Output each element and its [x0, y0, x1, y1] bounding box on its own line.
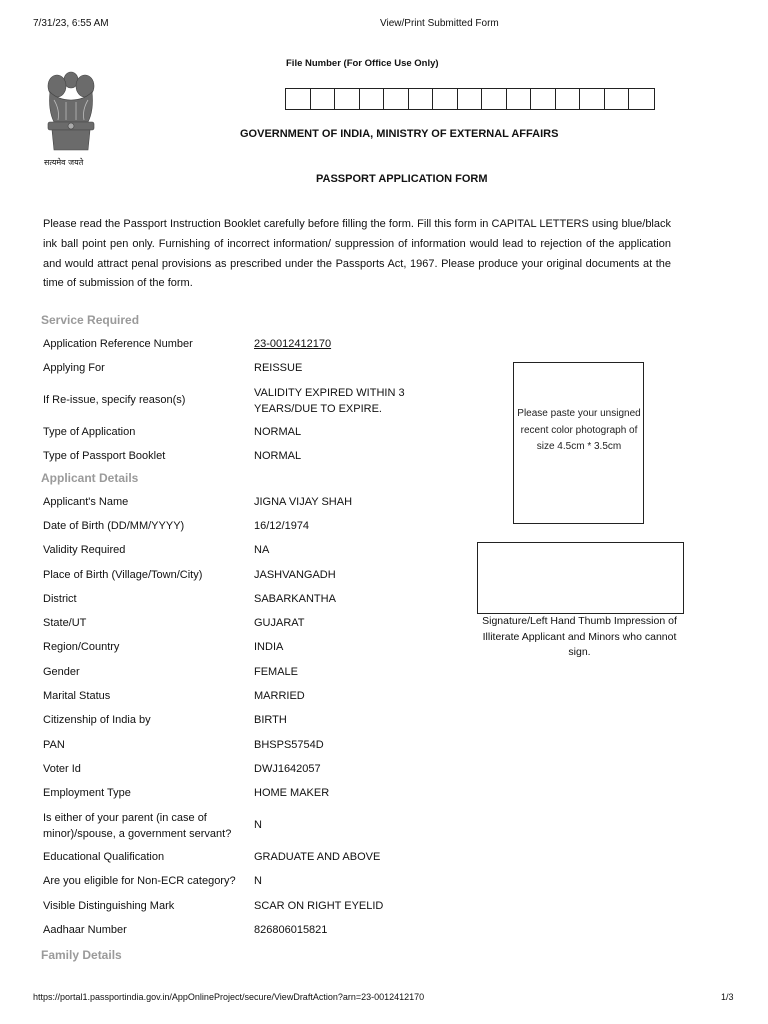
row-label: PAN: [43, 739, 65, 751]
instructions-paragraph: Please read the Passport Instruction Booklet carefully before filling the form. Fill this form in CAPITAL LETTERS using blue/black ink ball point pen only. Furnishing of incorrect information/ suppression of information would lead to rejection of the application and would attract penal provisions as prescribed under the Passports Act, 1967. Please produce your original documents at the time of submission of the form.: [43, 218, 671, 290]
file-number-box: [384, 89, 409, 109]
row-label: Aadhaar Number: [43, 924, 127, 936]
page-number: 1/3: [721, 992, 734, 1002]
row-value: REISSUE: [254, 362, 303, 374]
row-value: GRADUATE AND ABOVE: [254, 851, 381, 863]
row-label: Gender: [43, 666, 80, 678]
row-value: BIRTH: [254, 714, 287, 726]
row-value: 826806015821: [254, 924, 328, 936]
file-number-box: [556, 89, 581, 109]
row-value: FEMALE: [254, 666, 299, 678]
file-number-box: [507, 89, 532, 109]
row-label: Citizenship of India by: [43, 714, 151, 726]
signature-box-caption: Signature/Left Hand Thumb Impression of Illiterate Applicant and Minors who cannot sign.: [482, 615, 677, 658]
row-label: Educational Qualification: [43, 851, 165, 863]
section-heading-family-details: Family Details: [41, 948, 122, 962]
row-label: Region/Country: [43, 641, 120, 653]
row-value: SABARKANTHA: [254, 593, 336, 605]
row-value: INDIA: [254, 641, 284, 653]
section-heading-applicant-details: Applicant Details: [41, 471, 139, 485]
file-number-box: [286, 89, 311, 109]
row-label: Are you eligible for Non-ECR category?: [43, 875, 236, 887]
ministry-heading: GOVERNMENT OF INDIA, MINISTRY OF EXTERNAL AFFAIRS: [240, 128, 559, 140]
section-heading-service-required: Service Required: [41, 313, 140, 327]
row-label: Validity Required: [43, 544, 126, 556]
row-label: Type of Application: [43, 426, 136, 438]
emblem-motto: सत्यमेव जयते: [44, 158, 84, 167]
file-number-box: [458, 89, 483, 109]
row-label: District: [43, 593, 77, 605]
file-number-box: [605, 89, 630, 109]
row-label: Marital Status: [43, 690, 111, 702]
file-number-box: [335, 89, 360, 109]
row-value: SCAR ON RIGHT EYELID: [254, 900, 384, 912]
page-title: View/Print Submitted Form: [380, 18, 499, 29]
row-value: N: [254, 819, 262, 831]
row-label: Date of Birth (DD/MM/YYYY): [43, 520, 185, 532]
row-value: NORMAL: [254, 426, 302, 438]
row-value: JIGNA VIJAY SHAH: [254, 496, 353, 508]
row-value: GUJARAT: [254, 617, 305, 629]
print-date: 7/31/23, 6:55 AM: [33, 18, 109, 29]
row-label: Place of Birth (Village/Town/City): [43, 569, 203, 581]
file-number-box: [531, 89, 556, 109]
signature-box: [477, 542, 684, 614]
application-reference-number: 23-0012412170: [254, 338, 332, 350]
row-value: BHSPS5754D: [254, 739, 324, 751]
row-value: NA: [254, 544, 270, 556]
file-number-box: [629, 89, 654, 109]
row-value: N: [254, 875, 262, 887]
row-value: 16/12/1974: [254, 520, 310, 532]
file-number-box: [360, 89, 385, 109]
row-value: VALIDITY EXPIRED WITHIN 3 YEARS/DUE TO EXPIRE.: [254, 387, 405, 415]
file-number-boxes: [285, 88, 655, 110]
file-number-label: File Number (For Office Use Only): [286, 58, 439, 69]
file-number-box: [433, 89, 458, 109]
row-value: JASHVANGADH: [254, 569, 336, 581]
file-number-box: [409, 89, 434, 109]
row-label: State/UT: [43, 617, 87, 629]
row-label: Visible Distinguishing Mark: [43, 900, 175, 912]
row-value: MARRIED: [254, 690, 305, 702]
row-label: Is either of your parent (in case of minor)/spouse, a government servant?: [43, 812, 232, 840]
file-number-box: [580, 89, 605, 109]
row-value: NORMAL: [254, 450, 302, 462]
row-label: Applying For: [43, 362, 105, 374]
photo-box-instructions: Please paste your unsigned recent color photograph of size 4.5cm * 3.5cm: [517, 408, 641, 452]
footer-url: https://portal1.passportindia.gov.in/AppOnlineProject/secure/ViewDraftAction?arn=23-0012412170: [33, 992, 425, 1002]
row-label: Application Reference Number: [43, 338, 193, 350]
file-number-box: [311, 89, 336, 109]
row-value: DWJ1642057: [254, 763, 321, 775]
file-number-box: [482, 89, 507, 109]
row-label: Voter Id: [43, 763, 81, 775]
row-label: If Re-issue, specify reason(s): [43, 394, 186, 406]
row-label: Applicant's Name: [43, 496, 129, 508]
row-label: Employment Type: [43, 787, 131, 799]
row-value: HOME MAKER: [254, 787, 330, 799]
form-title: PASSPORT APPLICATION FORM: [316, 173, 488, 185]
row-label: Type of Passport Booklet: [43, 450, 166, 462]
